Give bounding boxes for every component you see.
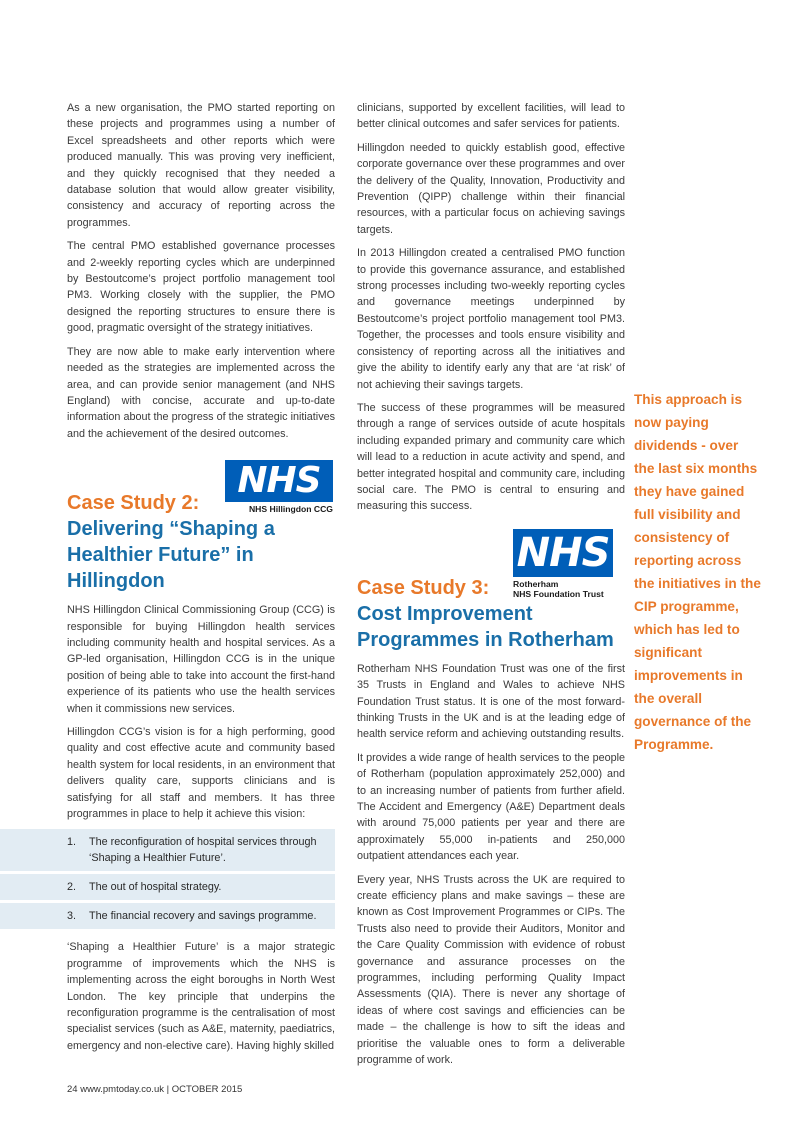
nhs-logo-subtitle: NHS Hillingdon CCG bbox=[248, 504, 333, 515]
page-footer: 24 www.pmtoday.co.uk | OCTOBER 2015 bbox=[67, 1084, 243, 1095]
nhs-logo-subtitle: NHS Foundation Trust bbox=[513, 588, 604, 599]
case-study-3-title: Cost Improvement Programmes in Rotherham bbox=[357, 602, 614, 651]
nhs-logo-box: NHS bbox=[225, 460, 333, 502]
column-middle bbox=[357, 100, 625, 1076]
column-left bbox=[67, 100, 335, 1061]
nhs-hillingdon-logo bbox=[225, 460, 333, 514]
body-paragraph: Rotherham NHS Foundation Trust was one of the first 35 Trusts in England and Wales to achieve NHS Foundation Trust status. It is one of the most forward-thinking Trusts in the UK and is at the leading edge of health service reform and achieving outstanding results. bbox=[357, 662, 625, 741]
pull-quote: This approach is now paying dividends - over the last six months they have gained full visibility and consistency of reporting across the initiatives in the CIP programme, which has led to significant improvements in the overall governance of the Programme. bbox=[634, 392, 761, 752]
case-study-3-header bbox=[357, 529, 625, 653]
body-paragraph: They are now able to make early intervention where needed as the strategies are implemented across the area, and can provide senior management (and NHS England) with concise, accurate and up-to-date information about the progress of the strategic initiatives and the achievement of the desired outcomes. bbox=[67, 345, 335, 440]
body-paragraph: In 2013 Hillingdon created a centralised PMO function to provide this governance assurance, and established strong processes including two-weekly reporting cycles and governance meetings underpinned by Bestoutcome’s project portfolio management tool PM3. Together, the processes and tools ensure visibility and consistency of reporting across all the initiatives and give the ability to identify early any that are ‘at risk’ of not achieving their savings targets. bbox=[357, 247, 625, 391]
body-paragraph: clinicians, supported by excellent facilities, will lead to better clinical outcomes and safer services for patients. bbox=[357, 102, 625, 131]
list-item-text: The out of hospital strategy. bbox=[89, 881, 222, 894]
body-paragraph: Every year, NHS Trusts across the UK are required to create efficiency plans and make savings – these are known as Cost Improvement Programmes or CIPs. The Trusts also need to provide their Auditors, Monitor and the Care Quality Commission with evidence of robust governance and assurance processes on the programmes, including performing Quality Impact Assessments (QIA). There is never any shortage of ideas of where cost savings and efficiencies can be made – the challenge is how to sift the ideas and prioritise the valuable ones to form a deliverable programme of work. bbox=[357, 873, 625, 1067]
body-paragraph: The success of these programmes will be measured through a range of services outside of acute hospitals including expanded primary and community care which will lead to a reduction in acute activity and spend, and better integrated hospital and community care, including social care. The PMO is central to ensuring and measuring this success. bbox=[357, 401, 625, 513]
pull-quote-column bbox=[634, 388, 762, 756]
nhs-rotherham-logo bbox=[513, 529, 613, 599]
case-study-3-label: Case Study 3: bbox=[357, 576, 490, 599]
nhs-logo-box: NHS bbox=[513, 529, 613, 577]
body-paragraph: The central PMO established governance processes and 2-weekly reporting cycles which are underpinned by Bestoutcome’s project portfolio management tool PM3. Working closely with the supplier, the PMO designed the reporting structures to ensure there is good, pragmatic oversight of the strategy initiatives. bbox=[67, 240, 335, 335]
list-item bbox=[0, 874, 335, 900]
list-item-number: 2. bbox=[67, 881, 77, 894]
case-study-2-header bbox=[67, 460, 335, 594]
list-item-text: The financial recovery and savings programme. bbox=[89, 910, 317, 923]
case-study-2-title: Delivering “Shaping a Healthier Future” in Hillingdon bbox=[67, 518, 275, 593]
case-study-2-label: Case Study 2: bbox=[67, 492, 200, 515]
body-paragraph: NHS Hillingdon Clinical Commissioning Group (CCG) is responsible for buying Hillingdon health services including community health and hospital services. As a GP-led organisation, Hillingdon CCG is in the unique position of being able to take into account the first-hand experience of its patients who use the health services when it commissions new services. bbox=[67, 604, 335, 715]
body-paragraph: Hillingdon CCG’s vision is for a high performing, good quality and cost effective acute and community based health system for local residents, in an environment that delivers quality care, supports clinicians and is satisfying for all staff and members. It has three programmes in place to help it achieve this vision: bbox=[67, 725, 335, 820]
body-paragraph: It provides a wide range of health services to the people of Rotherham (population approximately 252,000) and to an increasing number of patients from further afield. The Accident and Emergency (A&E) Department deals with around 75,000 patients per year and there are approximately 55,000 in-patients and 250,000 outpatient attendances each year. bbox=[357, 751, 625, 863]
list-item-number: 1. bbox=[67, 836, 77, 849]
programme-list bbox=[0, 829, 335, 929]
body-paragraph: As a new organisation, the PMO started reporting on these projects and programmes using a number of Excel spreadsheets and other reports which were produced manually. This was proving very inefficient, and they quickly recognised that they needed a database solution that would allow greater visibility, consistency and accuracy of reporting across the programmes. bbox=[67, 102, 335, 229]
list-item bbox=[0, 829, 335, 871]
list-item-number: 3. bbox=[67, 910, 77, 923]
list-item-text: The reconfiguration of hospital services through ‘Shaping a Healthier Future’. bbox=[89, 836, 317, 865]
body-paragraph: Hillingdon needed to quickly establish good, effective corporate governance over these programmes and over the delivery of the Quality, Innovation, Productivity and Prevention (QIPP) challenge within their financial resources, with a particular focus on achieving savings targets. bbox=[357, 141, 625, 236]
list-item bbox=[0, 903, 335, 929]
body-paragraph: ‘Shaping a Healthier Future’ is a major strategic programme of improvements which the NHS is implementing across the eight boroughs in North West London. The key principle that underpins the reconfiguration programme is the centralisation of most specialist services (such as A&E, maternity, paediatrics, emergency and non-elective care). Having highly skilled bbox=[67, 941, 335, 1052]
nhs-logo-subtitle: Rotherham bbox=[513, 578, 559, 589]
